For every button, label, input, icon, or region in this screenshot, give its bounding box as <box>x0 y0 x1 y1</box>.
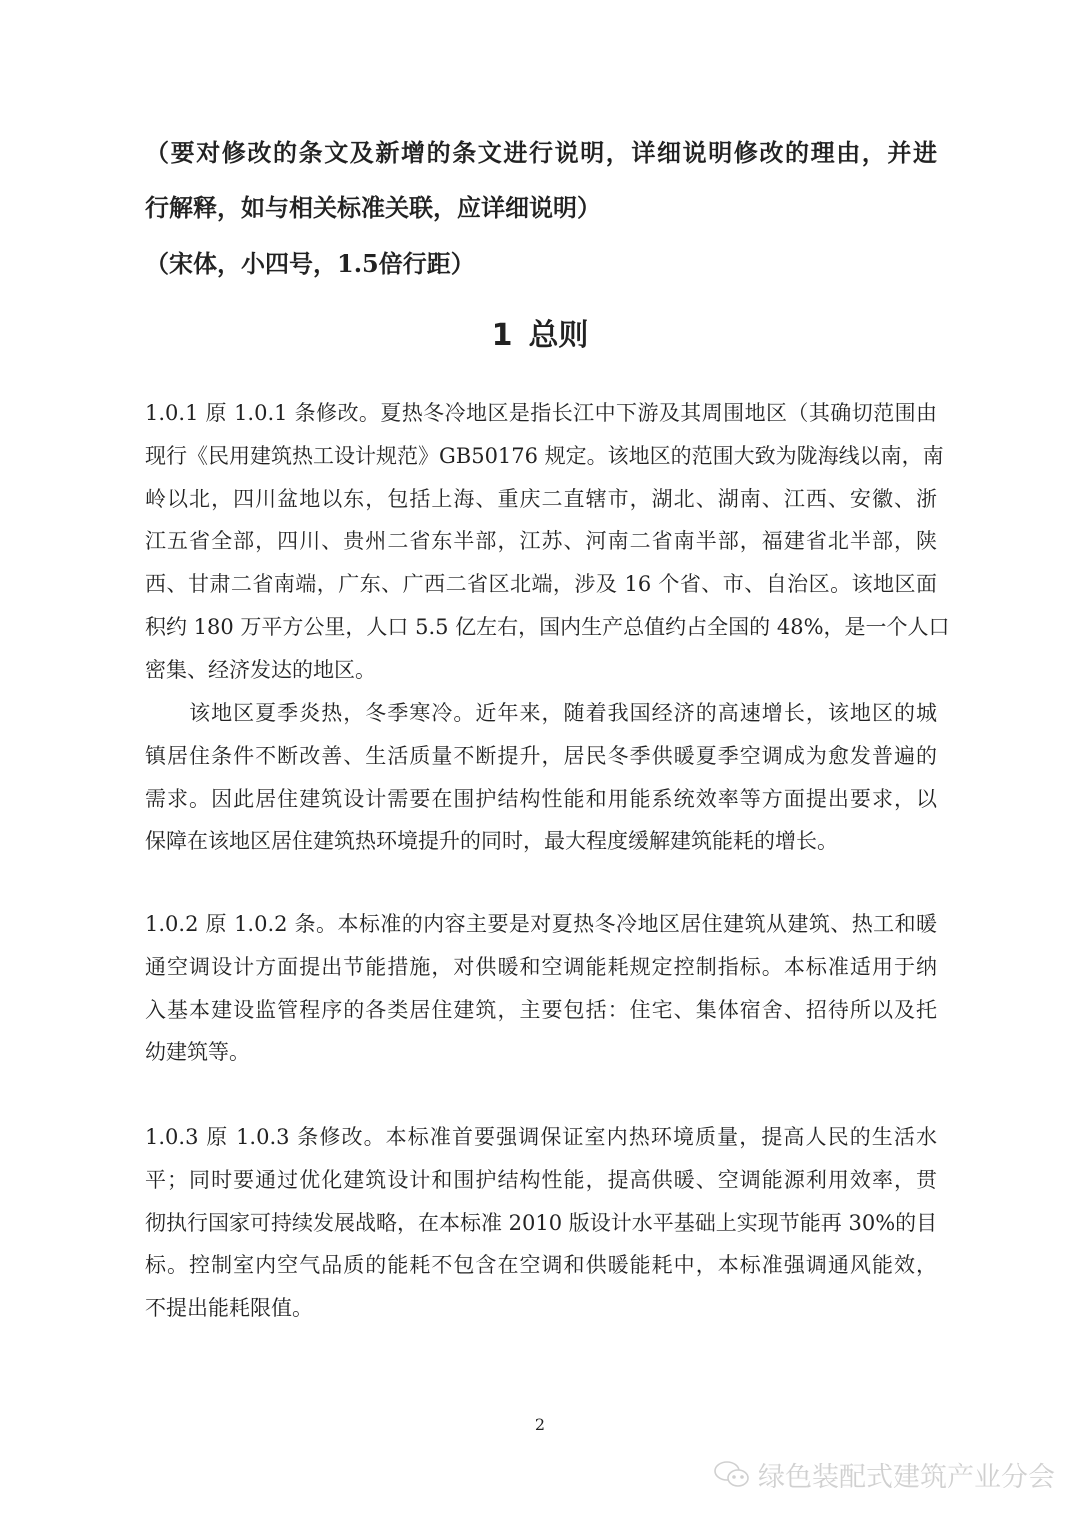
wechat-icon <box>712 1459 752 1491</box>
watermark <box>712 1455 1055 1494</box>
page-number: 2 <box>534 1415 546 1434</box>
text-line: 1.0.3 原 1.0.3 条修改。本标准首要强调保证室内热环境质量，提高人民的生活水 <box>145 1125 937 1149</box>
watermark-text: 绿色装配式建筑产业分会 <box>758 1462 1055 1493</box>
text-line: 入基本建设监管程序的各类居住建筑，主要包括：住宅、集体宿舍、招待所以及托 <box>145 997 937 1022</box>
chapter-number: 1 <box>491 318 513 353</box>
text-line: 该地区夏季炎热，冬季寒冷。近年来，随着我国经济的高速增长，该地区的城 <box>145 701 937 725</box>
text-line: 1.0.1 原 1.0.1 条修改。夏热冬冷地区是指长江中下游及其周围地区（其确切范围由 <box>145 401 937 425</box>
text-line: 保障在该地区居住建筑热环境提升的同时，最大程度缓解建筑能耗的增长。 <box>145 829 838 854</box>
instruction-note: （宋体，小四号，1.5倍行距） <box>145 249 475 278</box>
text-line: 标。控制室内空气品质的能耗不包含在空调和供暖能耗中，本标准强调通风能效， <box>145 1253 937 1278</box>
text-line: 幼建筑等。 <box>145 1040 250 1065</box>
text-line: 积约 180 万平方公里，人口 5.5 亿左右，国内生产总值约占全国的 48%，是一个人口 <box>145 615 950 639</box>
text-line: 江五省全部，四川、贵州二省东半部，江苏、河南二省南半部，福建省北半部，陕 <box>145 529 937 554</box>
text-line: 1.0.2 原 1.0.2 条。本标准的内容主要是对夏热冬冷地区居住建筑从建筑、热工和暖 <box>145 912 937 936</box>
text-line: 平；同时要通过优化建筑设计和围护结构性能，提高供暖、空调能源利用效率，贯 <box>145 1167 937 1192</box>
text-line: 密集、经济发达的地区。 <box>145 657 376 682</box>
text-line: 现行《民用建筑热工设计规范》GB50176 规定。该地区的范围大致为陇海线以南，南 <box>145 443 944 468</box>
text-line: 通空调设计方面提出节能措施，对供暖和空调能耗规定控制指标。本标准适用于纳 <box>145 954 937 979</box>
instruction-note: 行解释，如与相关标准关联，应详细说明） <box>145 193 601 222</box>
text-line: 不提出能耗限值。 <box>145 1296 313 1321</box>
instruction-note: （要对修改的条文及新增的条文进行说明，详细说明修改的理由，并进 <box>145 138 937 167</box>
chapter-heading: 总则 <box>528 318 589 353</box>
text-line: 岭以北，四川盆地以东，包括上海、重庆二直辖市，湖北、湖南、江西、安徽、浙 <box>145 486 937 511</box>
text-line: 镇居住条件不断改善、生活质量不断提升，居民冬季供暖夏季空调成为愈发普遍的 <box>145 743 937 768</box>
chapter-title <box>0 310 1080 354</box>
text-line: 彻执行国家可持续发展战略，在本标准 2010 版设计水平基础上实现节能再 30%的目 <box>145 1210 938 1235</box>
text-line: 西、甘肃二省南端，广东、广西二省区北端，涉及 16 个省、市、自治区。该地区面 <box>145 572 937 597</box>
text-line: 需求。因此居住建筑设计需要在围护结构性能和用能系统效率等方面提出要求，以 <box>145 786 937 811</box>
